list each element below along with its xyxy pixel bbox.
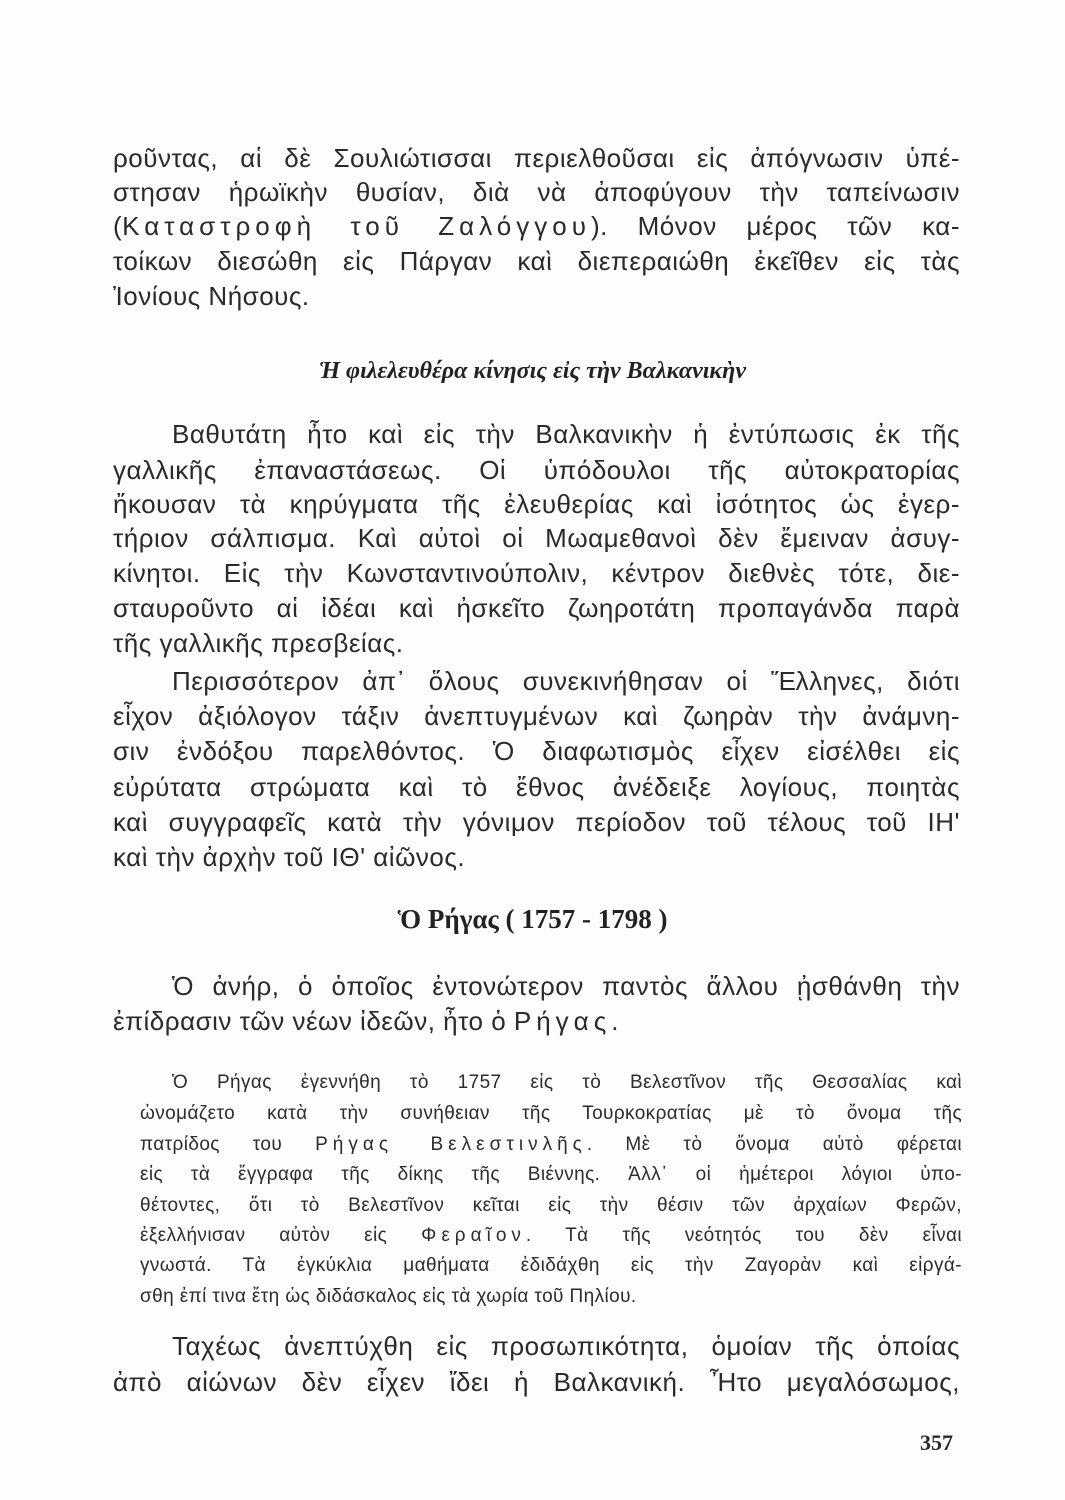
footnote-line: Ὁ Ρήγας ἐγεννήθη τὸ 1757 εἰς τὸ Βελεστῖνον τῆς Θεσσαλίας καὶ [172,1072,962,1093]
text-segment: ( [113,211,123,241]
section-heading-rigas: Ὁ Ρήγας ( 1757 - 1798 ) [397,904,668,934]
text-line: κίνητοι. Εἰς τὴν Κωνσταντινούπολιν, κέντρον διεθνὲς τότε, διε- [113,558,960,588]
text-line: Ὁ ἀνήρ, ὁ ὁποῖος ἐντονώτερον παντὸς ἄλλου ᾐσθάνθη τὴν [172,971,960,1001]
text-line: σταυροῦντο αἱ ἰδέαι καὶ ἠσκεῖτο ζωηροτάτη προπαγάνδα παρὰ [113,593,960,623]
text-line: ἤκουσαν τὰ κηρύγματα τῆς ἐλευθερίας καὶ ἰσότητος ὡς ἐγερ- [113,489,960,519]
text-segment: ἐπίδρασιν τῶν νέων ἰδεῶν, ἦτο ὁ [113,1006,514,1036]
text-line: Ἰονίους Νήσους. [113,281,310,311]
text-line: καὶ τὴν ἀρχὴν τοῦ ΙΘ' αἰῶνος. [113,842,466,872]
spaced-emphasis: Ρήγας Βελεστινλῆς [315,1134,587,1155]
text-line: καὶ συγγραφεῖς κατὰ τὴν γόνιμον περίοδον τοῦ τέλους τοῦ ΙΗ' [113,807,960,837]
text-segment: . Μὲ τὸ ὄνομα αὐτὸ φέρεται [586,1134,962,1155]
text-line: ἀπὸ αἰώνων δὲν εἶχεν ἴδει ἡ Βαλκανική. Ἦτο μεγαλόσωμος, [113,1367,960,1397]
section-heading-balkans: Ἡ φιλελευθέρα κίνησις εἰς τὴν Βαλκανικὴν [319,358,746,384]
text-line: τοίκων διεσώθη εἰς Πάργαν καὶ διεπεραιώθη ἐκεῖθεν εἰς τὰς [113,246,960,276]
text-line: Βαθυτάτη ἦτο καὶ εἰς τὴν Βαλκανικὴν ἡ ἐντύπωσις ἐκ τῆς [172,419,960,449]
footnote-line [140,1224,962,1248]
footnote-line: γνωστά. Τὰ ἐγκύκλια μαθήματα ἐδιδάχθη εἰς τὴν Ζαγορὰν καὶ εἰργά- [140,1255,962,1276]
footnote-line: ὠνομάζετο κατὰ τὴν συνήθειαν τῆς Τουρκοκρατίας μὲ τὸ ὄνομα τῆς [140,1103,962,1124]
text-segment: ἐξελλήνισαν αὐτὸν εἰς [140,1225,422,1246]
footnote-line: εἰς τὰ ἔγγραφα τῆς δίκης τῆς Βιέννης. Ἀλλ᾽ οἱ ἡμέτεροι λόγιοι ὑπο- [140,1164,962,1185]
text-line: Ταχέως ἀνεπτύχθη εἰς προσωπικότητα, ὁμοίαν τῆς ὁποίας [172,1331,960,1361]
text-line: γαλλικῆς ἐπαναστάσεως. Οἱ ὑπόδουλοι τῆς αὐτοκρατορίας [113,455,960,485]
text-line: σιν ἐνδόξου παρελθόντος. Ὁ διαφωτισμὸς εἶχεν εἰσέλθει εἰς [113,736,960,766]
footnote-line: θέτοντες, ὅτι τὸ Βελεστῖνον κεῖται εἰς τὴν θέσιν τῶν ἀρχαίων Φερῶν, [140,1195,962,1216]
text-line: Περισσότερον ἀπ᾽ ὅλους συνεκινήθησαν οἱ Ἕλληνες, διότι [172,666,960,696]
text-line: τήριον σάλπισμα. Καὶ αὐτοὶ οἱ Μωαμεθανοὶ δὲν ἔμειναν ἀσυγ- [113,523,960,553]
text-line [113,210,960,242]
text-segment: ). Μόνον μέρος τῶν κα- [590,211,960,241]
text-line [113,1005,960,1037]
text-line: ροῦντας, αἱ δὲ Σουλιώτισσαι περιελθοῦσαι εἰς ἀπόγνωσιν ὑπέ- [113,143,960,173]
footnote-line: σθη ἐπί τινα ἔτη ὡς διδάσκαλος εἰς τὰ χωρία τοῦ Πηλίου. [140,1286,637,1307]
text-segment: . [611,1006,619,1036]
text-segment: πατρίδος του [140,1134,316,1155]
spaced-emphasis: Καταστροφὴ τοῦ Ζαλόγγου [122,211,591,241]
text-line: εὐρύτατα στρώματα καὶ τὸ ἔθνος ἀνέδειξε λογίους, ποιητὰς [113,772,960,802]
text-segment: . Τὰ τῆς νεότητός του δὲν εἶναι [525,1225,962,1246]
spaced-emphasis: Ρήγας [513,1006,612,1036]
spaced-emphasis: Φεραῖον [421,1225,526,1246]
footnote-line [140,1133,962,1157]
page-number: 357 [920,1430,953,1455]
text-line: εἶχον ἀξιόλογον τάξιν ἀνεπτυγμένων καὶ ζωηρὰν τὴν ἀνάμνη- [113,701,960,731]
text-line: τῆς γαλλικῆς πρεσβείας. [113,628,404,658]
text-line: στησαν ἡρωϊκὴν θυσίαν, διὰ νὰ ἀποφύγουν τὴν ταπείνωσιν [113,177,960,207]
